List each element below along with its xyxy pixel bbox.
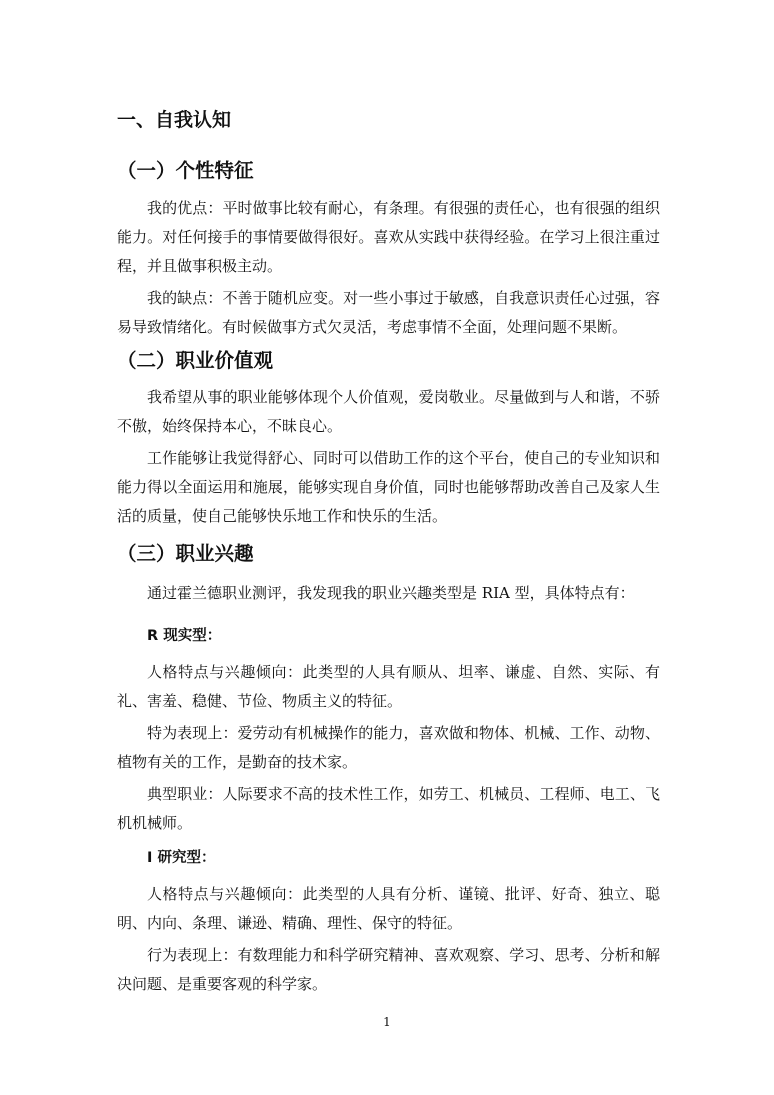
paragraph-values-2: 工作能够让我觉得舒心、同时可以借助工作的这个平台，使自己的专业知识和能力得以全面运用和施展，能够实现自身价值，同时也能够帮助改善自己及家人生活的质量，使自己能够快乐地工作和快乐的生活。 — [117, 449, 660, 525]
heading-career-interests: （三）职业兴趣 — [117, 542, 254, 565]
heading-self-cognition: 一、自我认知 — [117, 109, 232, 131]
paragraph-realistic-jobs: 典型职业：人际要求不高的技术性工作，如劳工、机械员、工程师、电工、飞机机械师。 — [117, 785, 660, 832]
page-number: 1 — [383, 1015, 391, 1029]
subheading-investigative-type: I 研究型： — [147, 850, 216, 866]
paragraph-realistic-behavior: 特为表现上：爱劳动有机械操作的能力，喜欢做和物体、机械、工作、动物、植物有关的工作，是勤奋的技术家。 — [117, 724, 660, 771]
paragraph-strengths: 我的优点：平时做事比较有耐心，有条理。有很强的责任心，也有很强的组织能力。对任何接手的事情要做得很好。喜欢从实践中获得经验。在学习上很注重过程，并且做事积极主动。 — [117, 199, 660, 275]
heading-personality-traits: （一）个性特征 — [117, 159, 254, 182]
paragraph-realistic-traits: 人格特点与兴趣倾向：此类型的人具有顺从、坦率、谦虚、自然、实际、有礼、害羞、稳健、节俭、物质主义的特征。 — [117, 663, 660, 710]
paragraph-investigative-behavior: 行为表现上：有数理能力和科学研究精神、喜欢观察、学习、思考、分析和解决问题、是重要客观的科学家。 — [117, 946, 660, 993]
paragraph-investigative-traits: 人格特点与兴趣倾向：此类型的人具有分析、谨镜、批评、好奇、独立、聪明、内向、条理、谦逊、精确、理性、保守的特征。 — [117, 885, 660, 932]
subheading-realistic-type: R 现实型： — [147, 628, 222, 644]
heading-career-values: （二）职业价值观 — [117, 349, 274, 372]
paragraph-values-1: 我希望从事的职业能够体现个人价值观，爱岗敬业。尽量做到与人和谐，不骄不傲，始终保持本心，不昧良心。 — [117, 388, 660, 435]
paragraph-weaknesses: 我的缺点：不善于随机应变。对一些小事过于敏感，自我意识责任心过强，容易导致情绪化。有时候做事方式欠灵活，考虑事情不全面，处理问题不果断。 — [117, 289, 660, 336]
paragraph-interests-intro: 通过霍兰德职业测评，我发现我的职业兴趣类型是 RIA 型，具体特点有： — [147, 584, 635, 602]
